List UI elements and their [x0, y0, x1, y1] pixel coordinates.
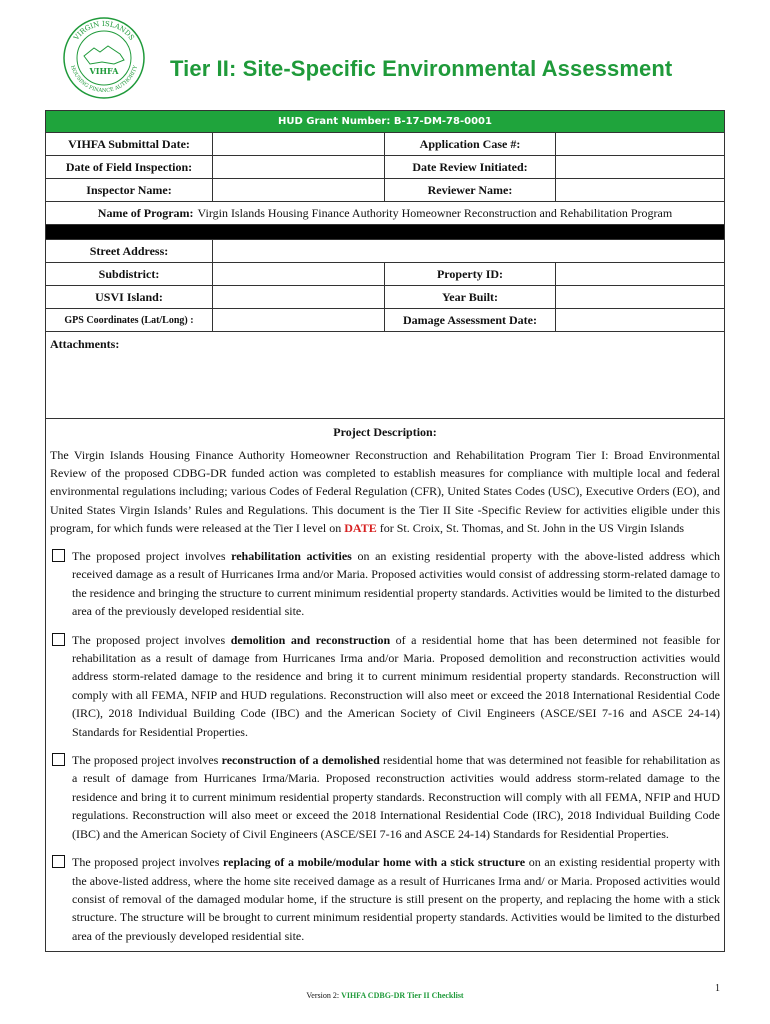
form-row [46, 309, 724, 332]
submittal-date-field[interactable] [213, 133, 385, 155]
usvi-island-field[interactable] [213, 286, 385, 308]
review-initiated-label: Date Review Initiated: [385, 156, 556, 178]
description-text: The Virgin Islands Housing Finance Authority Homeowner Reconstruction and Rehabilitation Program Tier I: Broad Environmental Review of the proposed CDBG-DR funded action was completed to establish measures for compliance with multiple local and federal environmental regulations including; various Codes of Federal Regulation (CFR), United States Codes (USC), Executive Orders (EO), and United States Virgin Islands’ Rules and Regulations. This document is the Tier II Site -Specific Review for activities eligible under this program, for which funds were released at the Tier I level on [50, 448, 720, 535]
property-id-field[interactable] [556, 263, 724, 285]
usvi-island-label: USVI Island: [46, 286, 213, 308]
assessment-form [45, 110, 725, 952]
form-row [46, 286, 724, 309]
section-divider [46, 225, 724, 240]
option-bold: replacing of a mobile/modular home with a stick structure [223, 855, 526, 870]
inspector-name-field[interactable] [213, 179, 385, 201]
option-pre: The proposed project involves [72, 855, 220, 870]
submittal-date-label: VIHFA Submittal Date: [46, 133, 213, 155]
subdistrict-field[interactable] [213, 263, 385, 285]
street-address-field[interactable] [213, 240, 724, 262]
reviewer-name-label: Reviewer Name: [385, 179, 556, 201]
program-cell [46, 202, 724, 224]
page-footer [0, 991, 770, 1000]
checkbox[interactable] [52, 549, 65, 562]
option-reconstruction [50, 751, 720, 843]
checkbox[interactable] [52, 855, 65, 868]
application-case-label: Application Case #: [385, 133, 556, 155]
option-replacement [50, 853, 720, 945]
form-row [46, 240, 724, 263]
option-pre: The proposed project involves [72, 549, 226, 564]
project-description [46, 419, 724, 951]
description-text-end: for St. Croix, St. Thomas, and St. John in the US Virgin Islands [379, 520, 684, 535]
option-post: on an existing residential property with the above-listed address, where the home site received damage as a result of Hurricanes Irma and/ or Maria. Proposed activities would consist of removal of the damaged modular home, if the structure is still present on the property, and replacing the home with a stick structure. The structure will be brought to current minimum residential property standards. Activities would be limited to the disturbed area of the previously developed residential site. [72, 855, 721, 943]
option-text [72, 631, 720, 741]
checkbox[interactable] [52, 753, 65, 766]
option-bold: demolition and reconstruction [230, 632, 391, 647]
logo-emblem-text: VIHFA [89, 66, 119, 76]
option-pre: The proposed project involves [72, 753, 219, 768]
date-placeholder: DATE [344, 520, 377, 535]
reviewer-name-field[interactable] [556, 179, 724, 201]
page-title: Tier II: Site-Specific Environmental Assessment [170, 56, 673, 81]
option-text [72, 853, 720, 945]
description-body [50, 446, 720, 537]
form-row [46, 263, 724, 286]
option-pre: The proposed project involves [72, 632, 226, 647]
option-bold: reconstruction of a demolished [221, 753, 380, 768]
application-case-field[interactable] [556, 133, 724, 155]
option-bold: rehabilitation activities [231, 549, 352, 564]
option-rehabilitation [50, 547, 720, 621]
damage-date-field[interactable] [556, 309, 724, 331]
program-row [46, 202, 724, 225]
year-built-field[interactable] [556, 286, 724, 308]
year-built-label: Year Built: [385, 286, 556, 308]
description-title: Project Description: [333, 425, 437, 439]
logo-bottom-text: HOUSING FINANCE AUTHORITY [68, 64, 139, 95]
option-demolition [50, 631, 720, 741]
program-label: Name of Program: [97, 205, 194, 220]
footer-version: Version 2: [306, 991, 340, 1000]
form-row [46, 179, 724, 202]
option-text [72, 751, 720, 843]
property-id-label: Property ID: [385, 263, 556, 285]
option-post: on an existing residential property with the above-listed address which received damage as a result of Hurricanes Irma and/or Maria. Proposed activities would consist of addressing storm-related damage to the residence and bringing the structure to current minimum residential property standards. Activities would be limited to the disturbed area of the previously developed residential site. [72, 549, 720, 619]
option-post: of a residential home that has been determined not feasible for rehabilitation as a result of damage from Hurricanes Irma and/or Maria. Proposed demolition and reconstruction activities would address storm-related damage to the residence and bring it to current minimum residential property standards. Reconstruction will comply with all FEMA, NFIP and HUD regulations. Reconstruction will also meet or exceed the 2018 International Residential Code (IRC), 2018 Individual Building Code (IBC) and the American Society of Civil Engineers (ASCE/SEI 7-16 and ASCE 24-14) Standards for Residential Properties. [72, 632, 720, 739]
inspector-name-label: Inspector Name: [46, 179, 213, 201]
option-post: residential home that was determined not feasible for rehabilitation as a result of damage from Hurricanes Irma/Maria. Proposed reconstruction activities would address storm-related damage to the residence and bring it to current minimum residential property standards. Reconstruction will comply with all FEMA, NFIP and HUD regulations. Reconstruction will also meet or exceed the 2018 International Residential Code (IRC), 2018 Individual Building Code (IBC) and the American Society of Civil Engineers (ASCE/SEI 7-16 and ASCE 24-14) Standards for Residential Properties. [72, 753, 721, 841]
form-row [46, 156, 724, 179]
street-address-label: Street Address: [46, 240, 213, 262]
gps-label: GPS Coordinates (Lat/Long) : [46, 309, 213, 331]
field-inspection-field[interactable] [213, 156, 385, 178]
page-number: 1 [715, 983, 720, 994]
attachments-section[interactable] [46, 332, 724, 419]
checkbox[interactable] [52, 633, 65, 646]
field-inspection-label: Date of Field Inspection: [46, 156, 213, 178]
vihfa-logo [62, 16, 146, 100]
review-initiated-field[interactable] [556, 156, 724, 178]
footer-doc-name: VIHFA CDBG-DR Tier II Checklist [341, 991, 464, 1000]
logo-top-text: VIRGIN ISLANDS [72, 19, 136, 42]
program-value: Virgin Islands Housing Finance Authority Homeowner Reconstruction and Rehabilitation Program [197, 205, 673, 220]
subdistrict-label: Subdistrict: [46, 263, 213, 285]
form-row [46, 133, 724, 156]
damage-date-label: Damage Assessment Date: [385, 309, 556, 331]
gps-field[interactable] [213, 309, 385, 331]
option-text [72, 547, 720, 621]
attachments-label: Attachments: [50, 337, 120, 351]
grant-number-banner: HUD Grant Number: B-17-DM-78-0001 [46, 111, 724, 133]
